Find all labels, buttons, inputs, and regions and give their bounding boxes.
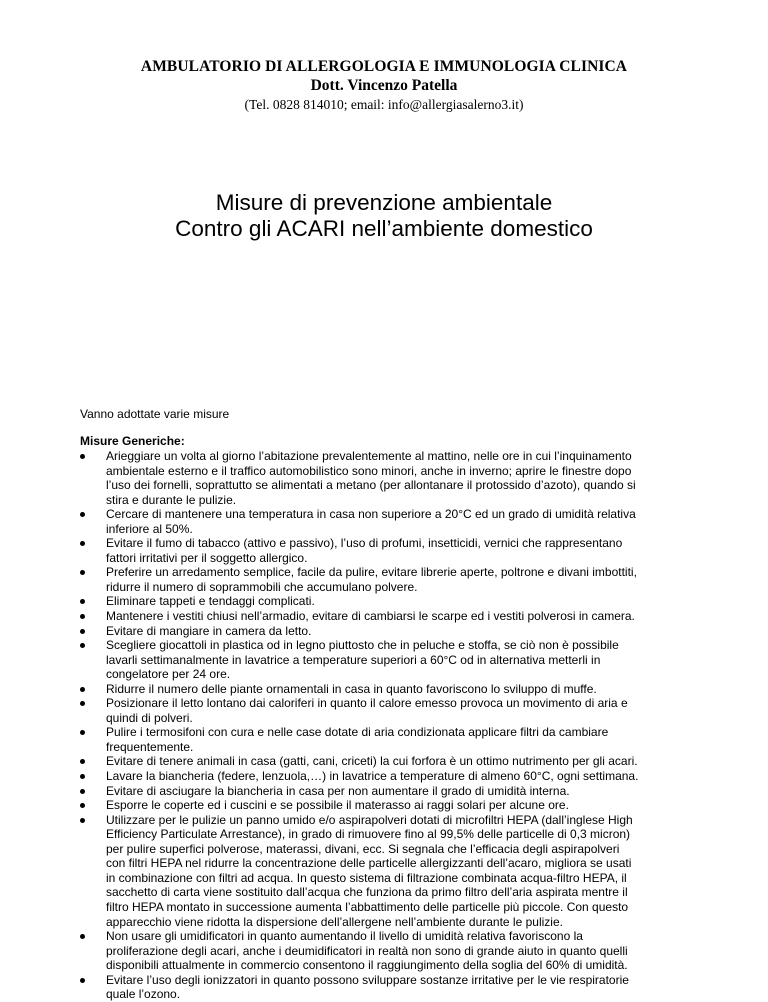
measure-line: sacchetto di carta viene sostituito dall’acqua che funziona da primo filtro dell’aria aspirata mentre il — [106, 885, 628, 900]
measure-item — [80, 565, 700, 594]
measure-item — [80, 769, 700, 784]
measure-line: Efficiency Particulate Arrestance), in grado di rimuovere fino al 99,5% delle particelle di 0,3 micron) — [106, 827, 631, 842]
measure-line: Esporre le coperte ed i cuscini e se possibile il materasso ai raggi solari per alcune ore. — [106, 798, 569, 813]
measure-line: Posizionare il letto lontano dai caloriferi in quanto il calore emesso provoca un movimento di aria e — [106, 696, 628, 711]
measure-line: frequentemente. — [106, 739, 194, 754]
measure-line: filtro HEPA montato in successione aumenta l’abbattimento delle particelle più piccole. Con questo — [106, 899, 629, 914]
measure-item — [80, 507, 700, 536]
measure-line: Evitare di tenere animali in casa (gatti, cani, criceti) la cui forfora è un ottimo nutrimento per gli acari. — [106, 754, 638, 769]
bullet-icon — [80, 512, 85, 517]
measure-line: quindi di polveri. — [106, 710, 193, 725]
measure-line: Evitare di mangiare in camera da letto. — [106, 623, 312, 638]
bullet-icon — [80, 454, 85, 459]
intro-text: Vanno adottate varie misure — [80, 407, 230, 421]
measure-item — [80, 973, 700, 1002]
measure-item — [80, 929, 700, 973]
measure-item — [80, 609, 700, 624]
measure-item — [80, 798, 700, 813]
clinic-name: AMBULATORIO DI ALLERGOLOGIA E IMMUNOLOGIA CLINICA — [140, 58, 628, 75]
generic-measures-section — [80, 434, 700, 1002]
measure-line: Evitare il fumo di tabacco (attivo e passivo), l’uso di profumi, insetticidi, vernici che rappresentano — [106, 536, 623, 551]
bullet-icon — [80, 759, 85, 764]
measure-item — [80, 784, 700, 799]
bullet-icon — [80, 687, 85, 692]
measure-item — [80, 813, 700, 929]
measure-line: Mantenere i vestiti chiusi nell’armadio, evitare di cambiarsi le scarpe ed i vestiti polverosi in camera. — [106, 609, 635, 624]
title-line-2: Contro gli ACARI nell’ambiente domestico — [175, 216, 593, 241]
measure-line: Non usare gli umidificatori in quanto aumentando il livello di umidità relativa favoriscono la — [106, 929, 583, 944]
bullet-icon — [80, 541, 85, 546]
bullet-icon — [80, 643, 85, 648]
bullet-icon — [80, 599, 85, 604]
measure-line: Scegliere giocattoli in plastica od in legno piuttosto che in peluche e stoffa, se ciò non è possibile — [106, 638, 619, 653]
bullet-icon — [80, 629, 85, 634]
measure-item — [80, 725, 700, 754]
measure-line: ambientale esterno e il traffico automobilistico sono minori, anche in inverno; aprire le finestre dopo — [106, 463, 632, 478]
doctor-name: Dott. Vincenzo Patella — [310, 77, 458, 94]
measure-line: congelatore per 24 ore. — [106, 667, 231, 682]
measure-line: apparecchio viene ridotta la dispersione dell’allergene nell’ambiente durante le pulizie. — [106, 914, 563, 929]
bullet-icon — [80, 570, 85, 575]
measure-line: Evitare di asciugare la biancheria in casa per non aumentare il grado di umidità interna. — [106, 783, 570, 798]
document-title — [0, 190, 768, 242]
measure-item — [80, 594, 700, 609]
measure-line: disponibili attualmente in commercio consentono il raggiungimento della soglia del 60% di umidità. — [106, 958, 628, 973]
measure-line: ridurre il numero di soprammobili che accumulano polvere. — [106, 579, 418, 594]
bullet-icon — [80, 803, 85, 808]
measure-line: con filtri HEPA nel ridurre la concentrazione delle particelle allergizzanti dell’acaro, migliora se usati — [106, 856, 632, 871]
measure-line: lavarli settimanalmente in lavatrice a temperature superiori a 60°C od in alternativa metterli in — [106, 652, 601, 667]
measure-line: Eliminare tappeti e tendaggi complicati. — [106, 594, 315, 609]
measure-item — [80, 624, 700, 639]
measure-item — [80, 536, 700, 565]
measure-line: quale l’ozono. — [106, 987, 181, 1002]
measure-line: stira e durante le pulizie. — [106, 492, 237, 507]
measure-line: Cercare di mantenere una temperatura in casa non superiore a 20°C ed un grado di umidità relativa — [106, 507, 636, 522]
measure-line: per pulire superfici polverose, materassi, divani, ecc. Si segnala che l’efficacia degli aspirapolveri — [106, 841, 620, 856]
measure-item — [80, 754, 700, 769]
measure-line: inferiore al 50%. — [106, 521, 193, 536]
measure-line: Preferire un arredamento semplice, facile da pulire, evitare librerie aperte, poltrone e divani imbottiti, — [106, 565, 637, 580]
measure-item — [80, 449, 700, 507]
bullet-icon — [80, 730, 85, 735]
measure-line: Arieggiare un volta al giorno l’abitazione prevalentemente al mattino, nelle ore in cui l’inquinamento — [106, 449, 632, 463]
bullet-icon — [80, 978, 85, 983]
measure-item — [80, 696, 700, 725]
measure-line: l’uso dei fornelli, soprattutto se alimentati a metano (per allontanare il protossido d’azoto), quando si — [106, 478, 636, 493]
measure-line: Ridurre il numero delle piante ornamentali in casa in quanto favoriscono lo sviluppo di muffe. — [106, 681, 597, 696]
measure-line: in combinazione con filtri ad acqua. In questo sistema di filtrazione combinata acqua-filtro HEPA, il — [106, 870, 627, 885]
measure-line: Utilizzare per le pulizie un panno umido e/o aspirapolveri dotati di microfiltri HEPA (dall’inglese High — [106, 812, 633, 827]
bullet-icon — [80, 701, 85, 706]
section-heading: Misure Generiche: — [80, 434, 185, 448]
bullet-icon — [80, 818, 85, 823]
measure-line: Evitare l’uso degli ionizzatori in quanto possono sviluppare sostanze irritative per le vie respiratorie — [106, 972, 629, 987]
letterhead — [0, 57, 768, 113]
bullet-icon — [80, 934, 85, 939]
bullet-icon — [80, 774, 85, 779]
bullet-icon — [80, 789, 85, 794]
measures-list — [80, 449, 700, 1002]
measure-line: Lavare la biancheria (federe, lenzuola,…) in lavatrice a temperature di almeno 60°C, ogni settimana. — [106, 769, 639, 784]
bullet-icon — [80, 614, 85, 619]
title-line-1: Misure di prevenzione ambientale — [215, 190, 553, 215]
measure-item — [80, 638, 700, 682]
measure-line: proliferazione degli acari, anche i deumidificatori in realtà non sono di grande aiuto in quanto quelli — [106, 943, 628, 958]
measure-item — [80, 682, 700, 697]
measure-line: fattori irritativi per il soggetto allergico. — [106, 550, 308, 565]
contact-info: (Tel. 0828 814010; email: info@allergiasalerno3.it) — [244, 97, 524, 112]
measure-line: Pulire i termosifoni con cura e nelle case dotate di aria condizionata applicare filtri da cambiare — [106, 725, 609, 740]
